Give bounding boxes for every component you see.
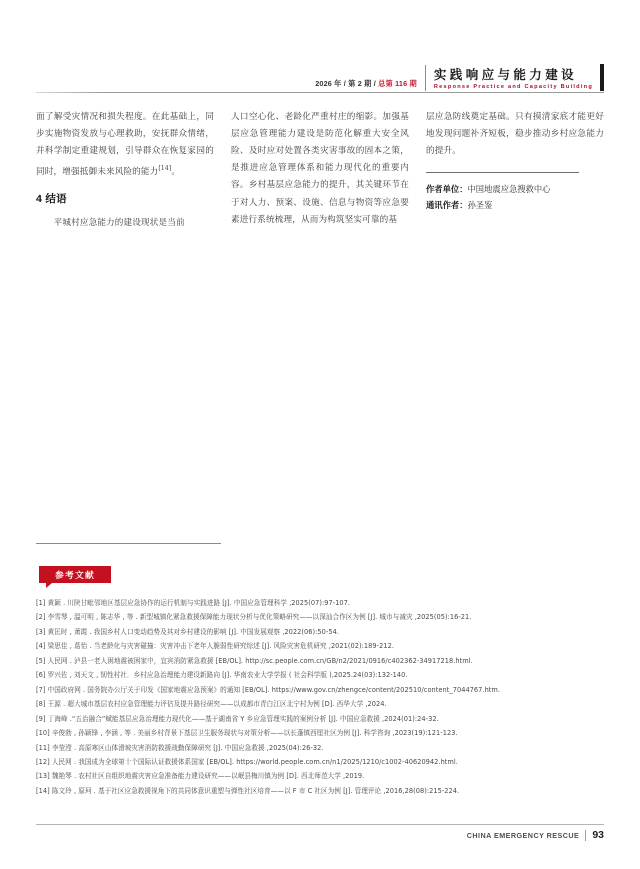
reference-item: [8] 王源 . 超大城市基层农村应急管理能力评估及提升路径研究——以成都市青白江区北宁村为例 [D]. 西华大学 ,2024. [36,700,387,709]
reference-item: [4] 梁思佳 , 葛怡 . 当老龄化与灾害碰撞：灾害冲击下老年人脆弱性研究综述 [J]. 风险灾害危机研究 ,2021(02):189-212. [36,642,394,651]
corresponding-author-line [426,197,604,213]
references-rule [36,543,221,544]
running-head-separator [425,65,426,91]
col1-paragraph-1 [36,109,214,182]
issue-info [315,79,417,92]
issue-sep-2: / [371,79,379,88]
reference-item: [13] 魏艳琴 . 农村社区自组织地震灾害应急准备能力建设研究——以岷县梅川镇为例 [D]. 西北师范大学 ,2019. [36,772,365,781]
author-unit-label: 作者单位： [426,184,468,195]
reference-item: [12] 人民网 . 我国成为全球第十个国际认证救援体系国家 [EB/OL]. https://world.people.com.cn/n1/2025/1210/c1002-40620942.html. [36,757,458,766]
issue-total: 总第 116 期 [378,79,417,88]
running-head [36,52,604,92]
reference-item: [9] 丁海峰 .“五治融合”赋能基层应急治理能力现代化——基于湖南省 Y 乡应急管理实践的案例分析 [J]. 中国应急救援 ,2024(01):24-32. [36,714,439,723]
column-three [426,100,604,241]
author-block-rule [426,172,579,173]
reference-item: [5] 人民网 . 泸县一老人困地震被困家中，宜宾消防紧急救援 [EB/OL]. http://sc.people.com.cn/GB/n2/2021/0916/c402362-34917218.html. [36,656,473,665]
body-columns [36,100,604,241]
col1-para1-citation: [14] [158,165,172,173]
footer-rule [36,824,604,825]
running-head-title-cn: 实践响应与能力建设 [433,68,577,83]
reference-item: [6] 罗兴佐 , 刘天文 , 韧性村社．乡村应急治理能力建设新路向 [J]. 华南农业大学学报 ( 社会科学版 ),2025.24(03):132-140. [36,671,408,680]
footer-journal-name: CHINA EMERGENCY RESCUE [466,830,580,840]
running-head-rule [36,92,604,93]
col1-para1-end: 。 [171,167,181,178]
reference-item: [10] 辛俊勃 , 孙颖锋 , 李涵 , 等 . 美丽乡村背景下基层卫生服务现状与对策分析——以长蓬镇西厘社区为例 [J]. 科学咨询 ,2023(19):121-123. [36,729,458,738]
running-head-titles [434,68,593,92]
reference-item: [11] 李莹滢 . 高原寒区山体滑坡灾害消防救援战勤保障研究 [J]. 中国应急救援 ,2025(04):26-32. [36,743,324,752]
references-tag-label: 参考文献 [55,570,95,580]
running-head-bar [600,64,604,91]
reference-item: [7] 中国政府网 . 国务院办公厅关于印发《国家地震应急预案》的通知 [EB/OL]. https://www.gov.cn/zhengce/content/202510/content_7044767.htm. [36,685,501,694]
col2-paragraph-1: 人口空心化、老龄化严重村庄的缩影。加强基层应急管理能力建设是防范化解重大安全风险、及时应对处置各类灾害事故的固本之策，是推进应急管理体系和能力现代化的重要内容。乡村基层应急能力的提升，其关键环节在于对人力、预案、设施、信息与物资等应急要素进行系统梳理，从而为构筑坚实可靠的基 [231,111,409,225]
issue-number: 第 2 期 [348,79,372,88]
reference-item: [1] 黄颖 . 川陕甘毗邻地区基层应急协作的运行机制与实践进路 [J]. 中国应急管理科学 ,2025(07):97-107. [36,599,351,607]
running-head-title-en: Response Practice and Capacity Building [433,83,593,90]
reference-item: [2] 李雪琴 , 温可明 , 陈志华 , 等 . 新型城镇化紧急救援保障能力现状分析与优化策略研究——以深汕合作区为例 [J]. 城市与减灾 ,2025(05):16-21. [36,613,472,622]
reference-item: [14] 陈文玲 , 原珂 . 基于社区应急救援视角下的共同体意识重塑与弹性社区培育——以 F 市 C 社区为例 [J]. 管理评论 ,2016,28(08):215-224. [36,786,460,795]
footer-page-number: 93 [592,829,604,841]
author-unit-line [426,181,604,197]
col1-para1-text: 面了解受灾情况和损失程度。在此基础上，同步实施物资发放与心理救助，安抚群众情绪，并科学制定重建规划，引导群众在恢复家园的同时，增强抵御未来风险的能力 [36,111,214,178]
footer-divider [585,830,586,841]
page-footer [467,829,604,841]
references-list [36,596,612,798]
issue-year: 2026 年 [315,79,342,88]
corresponding-author-value: 孙圣鉴 [467,200,493,211]
section-heading-conclusion: 4 结语 [36,193,67,206]
column-one [36,100,214,241]
reference-item: [3] 黄匡时 , 萧霞 . 我国乡村人口变动趋势及其对乡村建设的影响 [J]. 中国发展观察 ,2022(06):50-54. [36,627,339,636]
corresponding-author-label: 通讯作者： [426,200,468,211]
column-two [231,100,409,241]
col3-paragraph-1: 层应急防线奠定基础。只有摸清家底才能更好地发现问题补齐短板，稳步推动乡村应急能力的提升。 [426,111,604,156]
issue-sep-1: / [341,79,349,88]
col1-paragraph-2: 平城村应急能力的建设现状是当前 [53,217,185,228]
author-unit-value: 中国地震应急搜救中心 [467,184,551,195]
references-tag [39,566,111,583]
